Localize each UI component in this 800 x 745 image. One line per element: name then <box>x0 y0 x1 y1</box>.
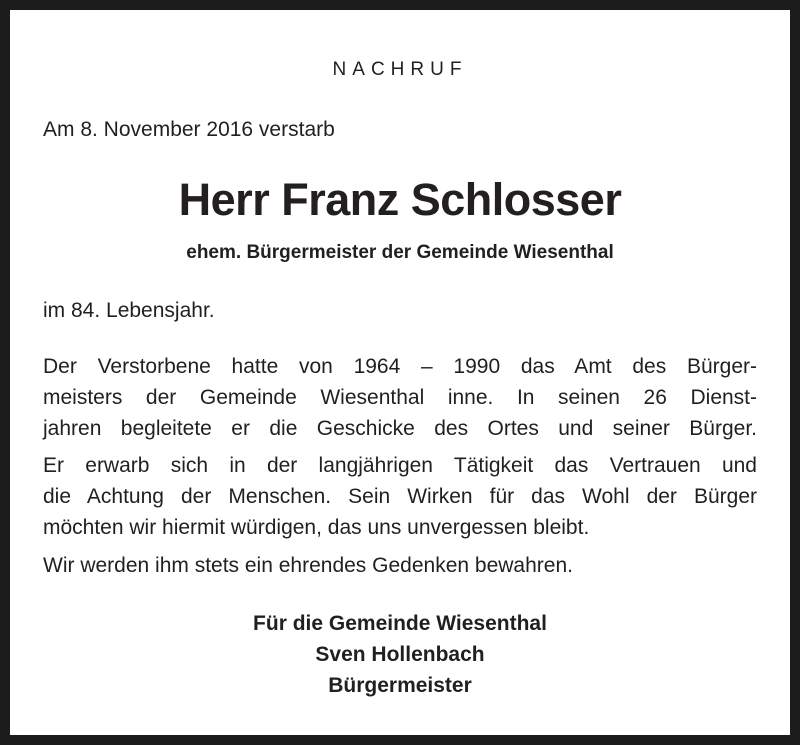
deceased-title: ehem. Bürgermeister der Gemeinde Wiesenthal <box>186 242 614 263</box>
paragraph-remembrance <box>43 550 757 581</box>
paragraph-line: möchten wir hiermit würdigen, das uns unvergessen bleibt. <box>43 516 590 539</box>
paragraph-line: Der Verstorbene hatte von 1964 – 1990 das Amt des Bürger- <box>43 355 757 378</box>
paragraph-line: Wir werden ihm stets ein ehrendes Gedenken bewahren. <box>43 554 573 577</box>
paragraph-line: Er erwarb sich in der langjährigen Tätigkeit das Vertrauen und <box>43 454 757 477</box>
notice-heading: NACHRUF <box>332 59 468 80</box>
signature-person: Sven Hollenbach <box>315 643 485 666</box>
signature-block <box>43 608 757 701</box>
signature-organization: Für die Gemeinde Wiesenthal <box>253 612 547 635</box>
paragraph-line: jahren begleitete er die Geschicke des Ortes und seiner Bürger. <box>43 417 757 440</box>
age-text: im 84. Lebensjahr. <box>43 299 215 322</box>
intro-text: Am 8. November 2016 verstarb <box>43 118 335 141</box>
deceased-name: Herr Franz Schlosser <box>178 174 622 225</box>
paragraph-career <box>43 351 757 444</box>
paragraph-line: meisters der Gemeinde Wiesenthal inne. In seinen 26 Dienst- <box>43 386 757 409</box>
notice-card <box>9 9 791 736</box>
signature-role: Bürgermeister <box>328 674 472 697</box>
paragraph-tribute <box>43 450 757 543</box>
paragraph-line: die Achtung der Menschen. Sein Wirken für das Wohl der Bürger <box>43 485 757 508</box>
